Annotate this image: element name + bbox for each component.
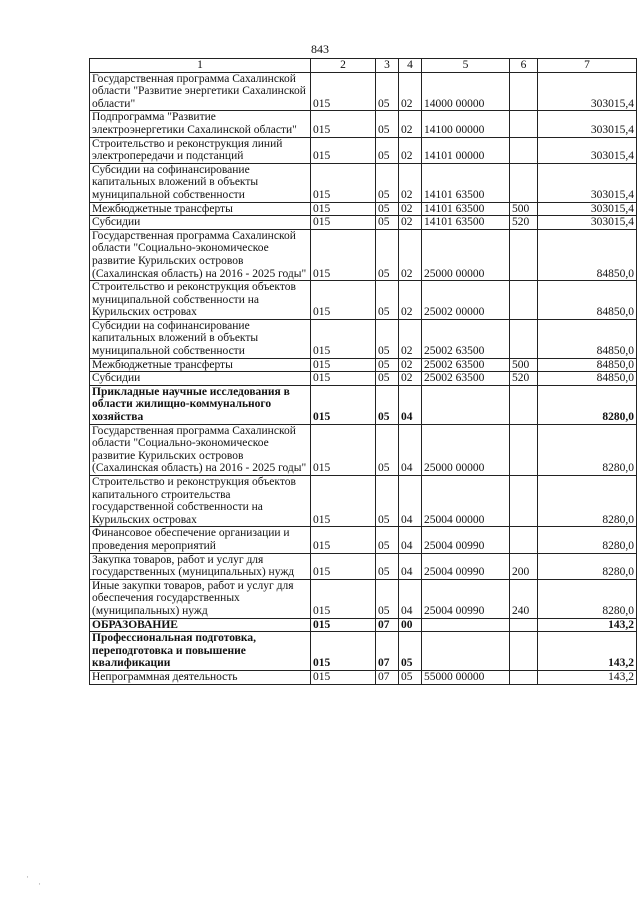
column-header: 5 <box>422 59 510 73</box>
section-code-cell: 015 <box>311 670 376 684</box>
expense-type-cell <box>510 670 538 684</box>
amount-cell: 8280,0 <box>538 476 637 527</box>
target-article-cell: 25000 00000 <box>422 424 510 475</box>
expense-type-cell <box>510 163 538 202</box>
pr-code-cell: 02 <box>399 216 422 230</box>
target-article-cell: 25002 63500 <box>422 358 510 372</box>
expense-type-cell <box>510 618 538 632</box>
budget-table-body <box>90 59 637 685</box>
rz-code-cell: 05 <box>376 358 399 372</box>
pr-code-cell: 02 <box>399 202 422 216</box>
row-name-cell: Государственная программа Сахалинской области "Социально-экономическое развитие Курильских островов (Сахалинская область) на 2016 - 2025 годы" <box>90 229 311 280</box>
row-name-cell: Межбюджетные трансферты <box>90 358 311 372</box>
rz-code-cell: 05 <box>376 553 399 579</box>
rz-code-cell: 05 <box>376 385 399 424</box>
table-row <box>90 137 637 163</box>
section-code-cell: 015 <box>311 553 376 579</box>
table-row <box>90 553 637 579</box>
amount-cell: 303015,4 <box>538 202 637 216</box>
target-article-cell: 25004 00000 <box>422 476 510 527</box>
amount-cell: 8280,0 <box>538 553 637 579</box>
expense-type-cell <box>510 527 538 553</box>
section-code-cell: 015 <box>311 202 376 216</box>
section-code-cell: 015 <box>311 319 376 358</box>
pr-code-cell: 04 <box>399 527 422 553</box>
target-article-cell <box>422 385 510 424</box>
row-name-cell: Государственная программа Сахалинской области "Развитие энергетики Сахалинской области" <box>90 72 311 111</box>
column-header: 7 <box>538 59 637 73</box>
row-name-cell: Межбюджетные трансферты <box>90 202 311 216</box>
section-code-cell: 015 <box>311 527 376 553</box>
rz-code-cell: 05 <box>376 111 399 137</box>
rz-code-cell: 07 <box>376 618 399 632</box>
pr-code-cell: 02 <box>399 111 422 137</box>
amount-cell: 8280,0 <box>538 579 637 618</box>
table-row <box>90 476 637 527</box>
pr-code-cell: 02 <box>399 358 422 372</box>
table-row <box>90 163 637 202</box>
section-code-cell: 015 <box>311 476 376 527</box>
amount-cell: 143,2 <box>538 632 637 671</box>
target-article-cell <box>422 632 510 671</box>
rz-code-cell: 05 <box>376 476 399 527</box>
table-row <box>90 632 637 671</box>
rz-code-cell: 05 <box>376 202 399 216</box>
table-row <box>90 372 637 386</box>
pr-code-cell: 05 <box>399 670 422 684</box>
target-article-cell: 25002 63500 <box>422 319 510 358</box>
section-code-cell: 015 <box>311 618 376 632</box>
expense-type-cell <box>510 229 538 280</box>
target-article-cell: 14100 00000 <box>422 111 510 137</box>
row-name-cell: Финансовое обеспечение организации и проведения мероприятий <box>90 527 311 553</box>
expense-type-cell: 200 <box>510 553 538 579</box>
column-header: 3 <box>376 59 399 73</box>
expense-type-cell <box>510 281 538 320</box>
amount-cell: 84850,0 <box>538 229 637 280</box>
target-article-cell: 25004 00990 <box>422 579 510 618</box>
row-name-cell: Профессиональная подготовка, переподготовка и повышение квалификации <box>90 632 311 671</box>
table-row <box>90 618 637 632</box>
table-row <box>90 579 637 618</box>
table-row <box>90 358 637 372</box>
scan-speck: · <box>26 872 29 882</box>
section-code-cell: 015 <box>311 229 376 280</box>
target-article-cell: 25002 00000 <box>422 281 510 320</box>
amount-cell: 84850,0 <box>538 319 637 358</box>
expense-type-cell <box>510 137 538 163</box>
target-article-cell: 14101 63500 <box>422 216 510 230</box>
section-code-cell: 015 <box>311 281 376 320</box>
section-code-cell: 015 <box>311 385 376 424</box>
page-number: 843 <box>311 42 329 56</box>
budget-table <box>89 58 637 685</box>
expense-type-cell: 520 <box>510 372 538 386</box>
target-article-cell: 14101 63500 <box>422 163 510 202</box>
pr-code-cell: 02 <box>399 229 422 280</box>
rz-code-cell: 05 <box>376 579 399 618</box>
pr-code-cell: 02 <box>399 137 422 163</box>
amount-cell: 143,2 <box>538 670 637 684</box>
target-article-cell: 25004 00990 <box>422 553 510 579</box>
expense-type-cell: 240 <box>510 579 538 618</box>
column-header: 6 <box>510 59 538 73</box>
amount-cell: 143,2 <box>538 618 637 632</box>
amount-cell: 8280,0 <box>538 424 637 475</box>
rz-code-cell: 05 <box>376 527 399 553</box>
table-row <box>90 111 637 137</box>
section-code-cell: 015 <box>311 72 376 111</box>
table-row <box>90 527 637 553</box>
table-row <box>90 229 637 280</box>
table-row <box>90 385 637 424</box>
amount-cell: 303015,4 <box>538 111 637 137</box>
expense-type-cell <box>510 424 538 475</box>
table-row <box>90 319 637 358</box>
target-article-cell: 14000 00000 <box>422 72 510 111</box>
rz-code-cell: 05 <box>376 229 399 280</box>
section-code-cell: 015 <box>311 358 376 372</box>
rz-code-cell: 07 <box>376 632 399 671</box>
section-code-cell: 015 <box>311 372 376 386</box>
row-name-cell: Строительство и реконструкция объектов капитального строительства государственной собственности на Курильских островах <box>90 476 311 527</box>
table-row <box>90 670 637 684</box>
row-name-cell: Строительство и реконструкция объектов муниципальной собственности на Курильских островах <box>90 281 311 320</box>
rz-code-cell: 05 <box>376 372 399 386</box>
rz-code-cell: 05 <box>376 424 399 475</box>
amount-cell: 303015,4 <box>538 72 637 111</box>
section-code-cell: 015 <box>311 137 376 163</box>
table-row <box>90 281 637 320</box>
amount-cell: 84850,0 <box>538 281 637 320</box>
amount-cell: 8280,0 <box>538 527 637 553</box>
expense-type-cell <box>510 72 538 111</box>
table-row <box>90 72 637 111</box>
pr-code-cell: 04 <box>399 476 422 527</box>
pr-code-cell: 05 <box>399 632 422 671</box>
row-name-cell: Субсидии <box>90 216 311 230</box>
pr-code-cell: 02 <box>399 163 422 202</box>
section-code-cell: 015 <box>311 632 376 671</box>
row-name-cell: Иные закупки товаров, работ и услуг для обеспечения государственных (муниципальных) нужд <box>90 579 311 618</box>
row-name-cell: Субсидии на софинансирование капитальных вложений в объекты муниципальной собственности <box>90 163 311 202</box>
expense-type-cell <box>510 632 538 671</box>
table-row <box>90 216 637 230</box>
column-header: 2 <box>311 59 376 73</box>
row-name-cell: ОБРАЗОВАНИЕ <box>90 618 311 632</box>
rz-code-cell: 05 <box>376 319 399 358</box>
target-article-cell: 14101 63500 <box>422 202 510 216</box>
row-name-cell: Государственная программа Сахалинской области "Социально-экономическое развитие Курильских островов (Сахалинская область) на 2016 - 2025 годы" <box>90 424 311 475</box>
target-article-cell: 25000 00000 <box>422 229 510 280</box>
row-name-cell: Субсидии <box>90 372 311 386</box>
amount-cell: 303015,4 <box>538 137 637 163</box>
rz-code-cell: 05 <box>376 281 399 320</box>
target-article-cell: 25004 00990 <box>422 527 510 553</box>
pr-code-cell: 00 <box>399 618 422 632</box>
target-article-cell: 25002 63500 <box>422 372 510 386</box>
expense-type-cell: 520 <box>510 216 538 230</box>
pr-code-cell: 04 <box>399 553 422 579</box>
expense-type-cell <box>510 111 538 137</box>
target-article-cell: 55000 00000 <box>422 670 510 684</box>
expense-type-cell: 500 <box>510 202 538 216</box>
rz-code-cell: 05 <box>376 163 399 202</box>
expense-type-cell: 500 <box>510 358 538 372</box>
column-header: 4 <box>399 59 422 73</box>
pr-code-cell: 04 <box>399 424 422 475</box>
section-code-cell: 015 <box>311 216 376 230</box>
amount-cell: 84850,0 <box>538 358 637 372</box>
rz-code-cell: 05 <box>376 216 399 230</box>
pr-code-cell: 04 <box>399 579 422 618</box>
section-code-cell: 015 <box>311 111 376 137</box>
row-name-cell: Закупка товаров, работ и услуг для государственных (муниципальных) нужд <box>90 553 311 579</box>
table-row <box>90 424 637 475</box>
pr-code-cell: 02 <box>399 72 422 111</box>
pr-code-cell: 02 <box>399 281 422 320</box>
pr-code-cell: 04 <box>399 385 422 424</box>
amount-cell: 84850,0 <box>538 372 637 386</box>
expense-type-cell <box>510 385 538 424</box>
scan-speck: · <box>38 879 41 889</box>
expense-type-cell <box>510 319 538 358</box>
pr-code-cell: 02 <box>399 372 422 386</box>
row-name-cell: Строительство и реконструкция линий электропередачи и подстанций <box>90 137 311 163</box>
section-code-cell: 015 <box>311 163 376 202</box>
table-row <box>90 202 637 216</box>
rz-code-cell: 05 <box>376 137 399 163</box>
row-name-cell: Субсидии на софинансирование капитальных вложений в объекты муниципальной собственности <box>90 319 311 358</box>
target-article-cell: 14101 00000 <box>422 137 510 163</box>
expense-type-cell <box>510 476 538 527</box>
row-name-cell: Прикладные научные исследования в области жилищно-коммунального хозяйства <box>90 385 311 424</box>
table-header-row <box>90 59 637 73</box>
section-code-cell: 015 <box>311 579 376 618</box>
row-name-cell: Непрограммная деятельность <box>90 670 311 684</box>
pr-code-cell: 02 <box>399 319 422 358</box>
rz-code-cell: 07 <box>376 670 399 684</box>
rz-code-cell: 05 <box>376 72 399 111</box>
row-name-cell: Подпрограмма "Развитие электроэнергетики Сахалинской области" <box>90 111 311 137</box>
section-code-cell: 015 <box>311 424 376 475</box>
column-header: 1 <box>90 59 311 73</box>
amount-cell: 303015,4 <box>538 216 637 230</box>
amount-cell: 303015,4 <box>538 163 637 202</box>
target-article-cell <box>422 618 510 632</box>
amount-cell: 8280,0 <box>538 385 637 424</box>
